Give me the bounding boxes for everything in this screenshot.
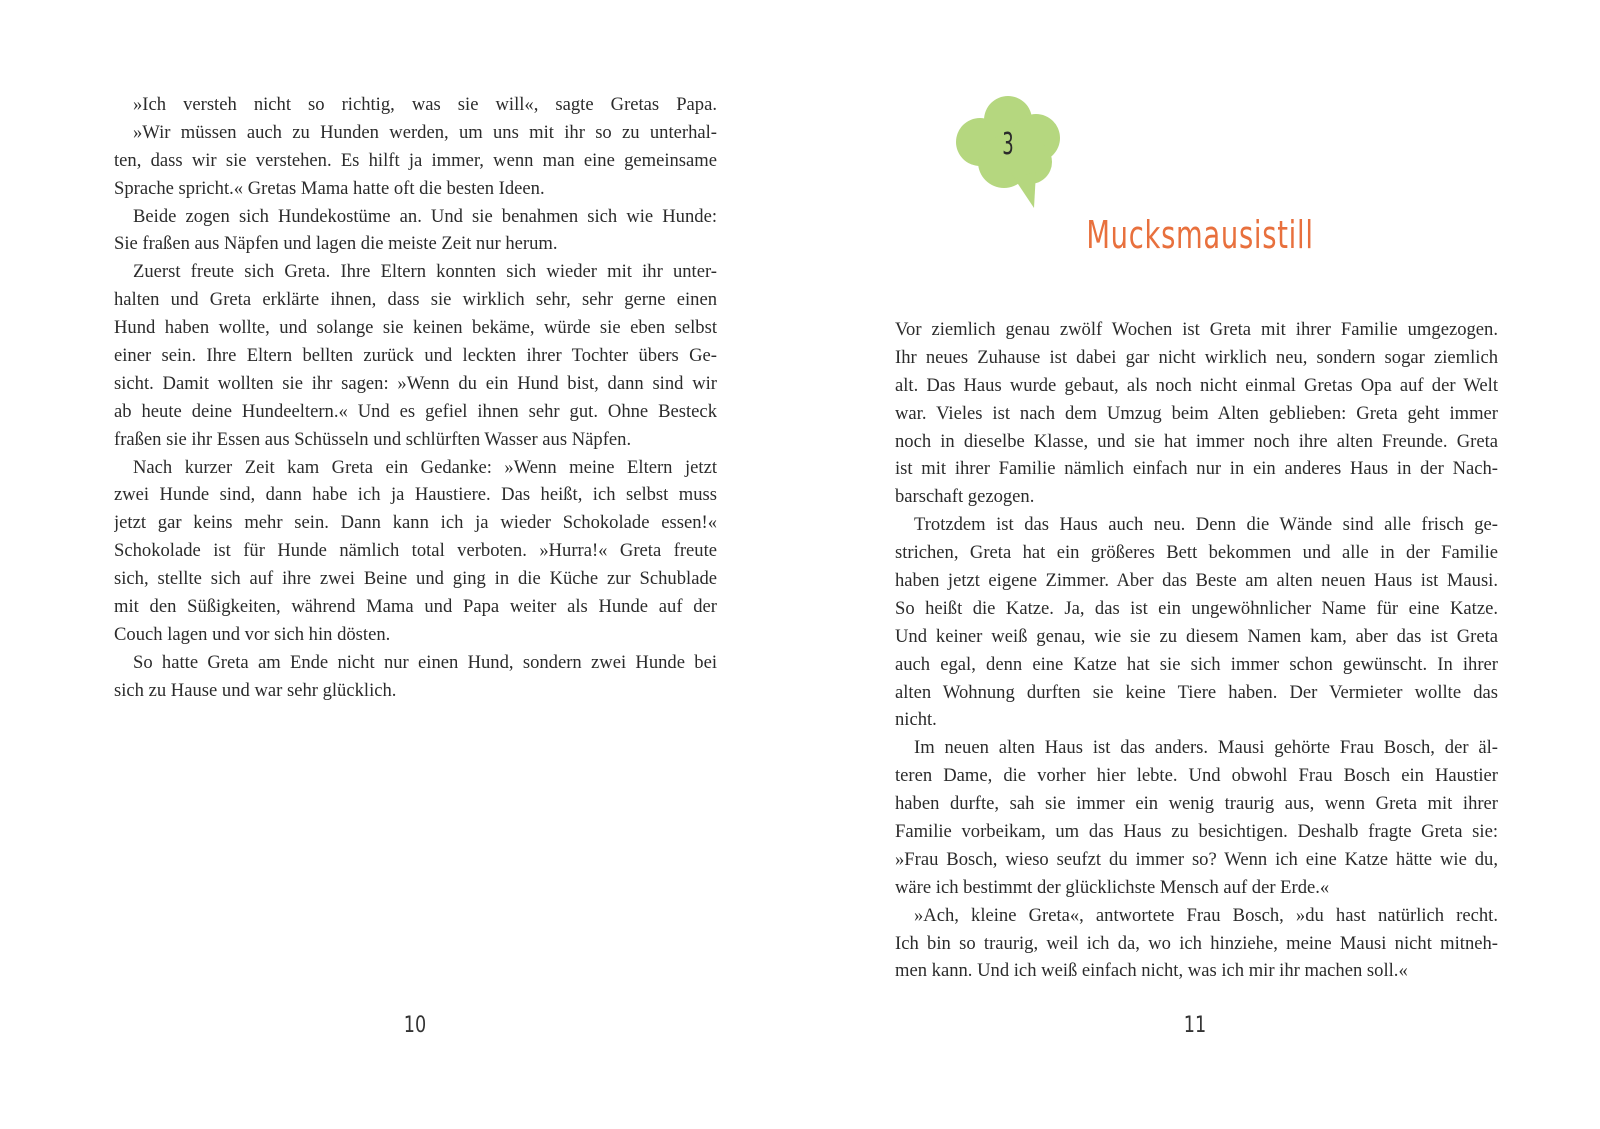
text-line: So hatte Greta am Ende nicht nur einen Hund, sondern zwei Hunde bei <box>133 651 717 673</box>
text-line: »Frau Bosch, wieso seufzt du immer so? Wenn ich eine Katze hätte wie du, <box>895 848 1498 870</box>
left-page-text <box>114 91 717 705</box>
text-line: Couch lagen und vor sich hin dösten. <box>114 623 391 645</box>
text-line: ten, dass wir sie verstehen. Es hilft ja immer, wenn man eine gemeinsame <box>114 149 717 171</box>
text-line: Vor ziemlich genau zwölf Wochen ist Greta mit ihrer Familie umgezogen. <box>895 319 1498 340</box>
text-line: einer sein. Ihre Eltern bellten zurück und leckten ihrer Tochter übers Ge- <box>114 345 717 367</box>
text-line: halten und Greta erklärte ihnen, dass sie wirklich sehr, sehr gerne einen <box>114 289 717 311</box>
text-line: Beide zogen sich Hundekostüme an. Und sie benahmen sich wie Hunde: <box>133 205 717 227</box>
text-line: wäre ich bestimmt der glücklichste Mensch auf der Erde.« <box>895 876 1330 898</box>
text-line: ist mit ihrer Familie nämlich einfach nur in ein anderes Haus in der Nach- <box>895 458 1498 480</box>
text-line: haben jetzt eigene Zimmer. Aber das Beste am alten neuen Haus ist Mausi. <box>895 570 1498 592</box>
text-line: Ich bin so traurig, weil ich da, wo ich hinziehe, meine Mausi nicht mitneh- <box>895 932 1498 954</box>
text-line: Schokolade ist für Hunde nämlich total verboten. »Hurra!« Greta freute <box>114 540 717 562</box>
chapter-number: 3 <box>1002 127 1014 162</box>
text-line: nicht. <box>895 709 937 731</box>
text-line: So heißt die Katze. Ja, das ist ein ungewöhnlicher Name für eine Katze. <box>895 597 1498 619</box>
text-line: Zuerst freute sich Greta. Ihre Eltern konnten sich wieder mit ihr unter- <box>133 261 717 283</box>
right-page <box>800 0 1600 1129</box>
text-line: sich zu Hause und war sehr glücklich. <box>114 679 397 701</box>
text-line: »Ich versteh nicht so richtig, was sie will«, sagte Gretas Papa. <box>133 94 717 115</box>
text-line: Sprache spricht.« Gretas Mama hatte oft die besten Ideen. <box>114 177 545 199</box>
text-line: alt. Das Haus wurde gebaut, als noch nicht einmal Gretas Opa auf der Welt <box>895 374 1498 396</box>
text-line: alten Wohnung durften sie keine Tiere haben. Der Vermieter wollte das <box>895 681 1498 703</box>
text-line: Hund haben wollte, und solange sie keinen bekäme, würde sie eben selbst <box>114 317 717 339</box>
text-line: war. Vieles ist nach dem Umzug beim Alten geblieben: Greta geht immer <box>895 402 1498 424</box>
text-line: fraßen sie ihr Essen aus Schüsseln und schlürften Wasser aus Näpfen. <box>114 428 632 450</box>
page-number-right: 11 <box>1183 1013 1207 1038</box>
text-line: »Wir müssen auch zu Hunden werden, um uns mit ihr so zu unterhal- <box>133 121 717 143</box>
text-line: auch egal, denn eine Katze hat sie sich immer schon gewünscht. In ihrer <box>895 653 1498 675</box>
text-line: Sie fraßen aus Näpfen und lagen die meiste Zeit nur herum. <box>114 233 558 255</box>
chapter-title: Mucksmausistill <box>1086 213 1314 257</box>
text-line: Nach kurzer Zeit kam Greta ein Gedanke: »Wenn meine Eltern jetzt <box>133 456 717 478</box>
text-line: »Ach, kleine Greta«, antwortete Frau Bosch, »du hast natürlich recht. <box>914 904 1498 926</box>
text-line: men kann. Und ich weiß einfach nicht, was ich mir ihr machen soll.« <box>895 960 1408 982</box>
right-page-text <box>895 316 1498 985</box>
text-line: zwei Hunde sind, dann habe ich ja Haustiere. Das heißt, ich selbst muss <box>114 484 717 506</box>
text-line: noch in dieselbe Klasse, und sie hat immer noch ihre alten Freunde. Greta <box>895 430 1498 452</box>
text-line: Familie vorbeikam, um das Haus zu besichtigen. Deshalb fragte Greta sie: <box>895 821 1498 843</box>
text-line: jetzt gar keins mehr sein. Dann kann ich ja wieder Schokolade essen!« <box>114 512 717 534</box>
chapter-badge <box>952 90 1064 210</box>
text-line: sicht. Damit wollten sie ihr sagen: »Wenn du ein Hund bist, dann sind wir <box>114 372 717 394</box>
text-line: mit den Süßigkeiten, während Mama und Papa weiter als Hunde auf der <box>114 596 717 618</box>
text-line: haben durfte, sah sie immer ein wenig traurig aus, wenn Greta mit ihrer <box>895 793 1498 815</box>
text-line: teren Dame, die vorher hier lebte. Und obwohl Frau Bosch ein Haustier <box>895 765 1498 787</box>
text-line: strichen, Greta hat ein größeres Bett bekommen und alle in der Familie <box>895 542 1498 564</box>
text-line: Ihr neues Zuhause ist dabei gar nicht wirklich neu, sondern sogar ziemlich <box>895 346 1498 368</box>
text-line: sich, stellte sich auf ihre zwei Beine und ging in die Küche zur Schublade <box>114 568 717 590</box>
text-line: barschaft gezogen. <box>895 486 1035 508</box>
page-number-left: 10 <box>403 1013 427 1038</box>
text-line: Trotzdem ist das Haus auch neu. Denn die Wände sind alle frisch ge- <box>914 514 1498 536</box>
text-line: ab heute deine Hundeeltern.« Und es gefiel ihnen sehr gut. Ohne Besteck <box>114 400 717 422</box>
text-line: Und keiner weiß genau, wie sie zu diesem Namen kam, aber das ist Greta <box>895 625 1498 647</box>
text-line: Im neuen alten Haus ist das anders. Mausi gehörte Frau Bosch, der äl- <box>914 737 1498 759</box>
